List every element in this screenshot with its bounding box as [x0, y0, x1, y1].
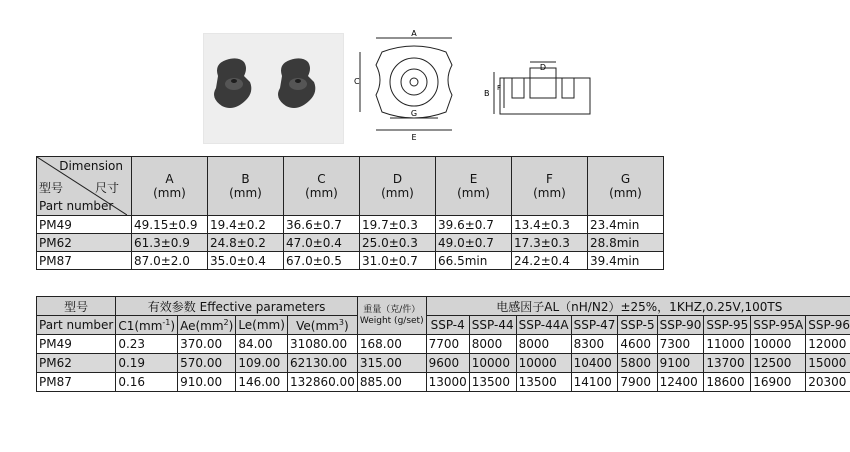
table-row: PM49 0.23 370.00 84.00 31080.00 168.00 7700 8000 8000 8300 4600 7300 11000 10000 12000: [37, 335, 850, 354]
col-b: B (mm): [208, 157, 284, 216]
grade-col: SSP-5: [618, 316, 657, 335]
grade-col: SSP-95A: [751, 316, 806, 335]
table-row: PM62 61.3±0.9 24.8±0.2 47.0±0.4 25.0±0.3 49.0±0.7 17.3±0.3 28.8min: [37, 234, 664, 252]
label-c: C: [354, 77, 360, 86]
header-le: Le(mm): [236, 316, 288, 335]
header-c1: $C1(mm^{-1})$: [116, 316, 178, 335]
header-effective-parameters: 有效参数 Effective parameters: [116, 297, 358, 316]
table-row: PM62 0.19 570.00 109.00 62130.00 315.00 9600 10000 10000 10400 5800 9100 13700 12500 15000: [37, 354, 850, 373]
grade-col: SSP-44: [469, 316, 516, 335]
col-g: G (mm): [588, 157, 664, 216]
label-a: A: [411, 30, 417, 38]
label-f: F: [497, 84, 502, 92]
header-model-cn: 型号: [39, 181, 64, 195]
parameters-table: [36, 296, 850, 392]
header-size-cn: 尺寸: [94, 181, 119, 195]
dimension-table: [36, 156, 664, 270]
core-top-view-drawing: [352, 30, 475, 145]
label-d: D: [539, 63, 547, 72]
core-photo: [203, 33, 344, 144]
table-row: PM87 87.0±2.0 35.0±0.4 67.0±0.5 31.0±0.7 66.5min 24.2±0.4 39.4min: [37, 252, 664, 270]
label-e: E: [411, 133, 417, 142]
header-weight: 重量（克/件） Weight (g/set): [357, 297, 426, 335]
col-f: F (mm): [512, 157, 588, 216]
header-ve: $Ve(mm^3)$: [287, 316, 357, 335]
grade-col: SSP-4: [426, 316, 469, 335]
header-dimension: Dimension: [59, 159, 123, 173]
col-a: A (mm): [132, 157, 208, 216]
header-model: 型号: [37, 297, 116, 316]
label-b: B: [484, 89, 490, 98]
header-part-number: Part number: [37, 316, 116, 335]
col-e: E (mm): [436, 157, 512, 216]
table-row: PM49 49.15±0.9 19.4±0.2 36.6±0.7 19.7±0.3 39.6±0.7 13.4±0.3 23.4min: [37, 216, 664, 234]
col-d: D (mm): [360, 157, 436, 216]
grade-col: SSP-44A: [516, 316, 571, 335]
grade-col: SSP-47: [571, 316, 618, 335]
header-ae: $Ae(mm^2)$: [178, 316, 236, 335]
grade-col: SSP-95: [704, 316, 751, 335]
dimension-header-corner: [37, 157, 132, 216]
header-al-factor: 电感因子AL（nH/N2）±25%，1KHZ,0.25V,100TS: [426, 297, 850, 316]
grade-col: SSP-96: [806, 316, 850, 335]
grade-col: SSP-90: [657, 316, 704, 335]
header-part-number: Part number: [39, 199, 114, 213]
col-c: C (mm): [284, 157, 360, 216]
label-g: G: [410, 109, 418, 118]
core-side-view-drawing: [480, 58, 596, 122]
table-row: PM87 0.16 910.00 146.00 132860.00 885.00 13000 13500 13500 14100 7900 12400 18600 16900 20300: [37, 373, 850, 392]
